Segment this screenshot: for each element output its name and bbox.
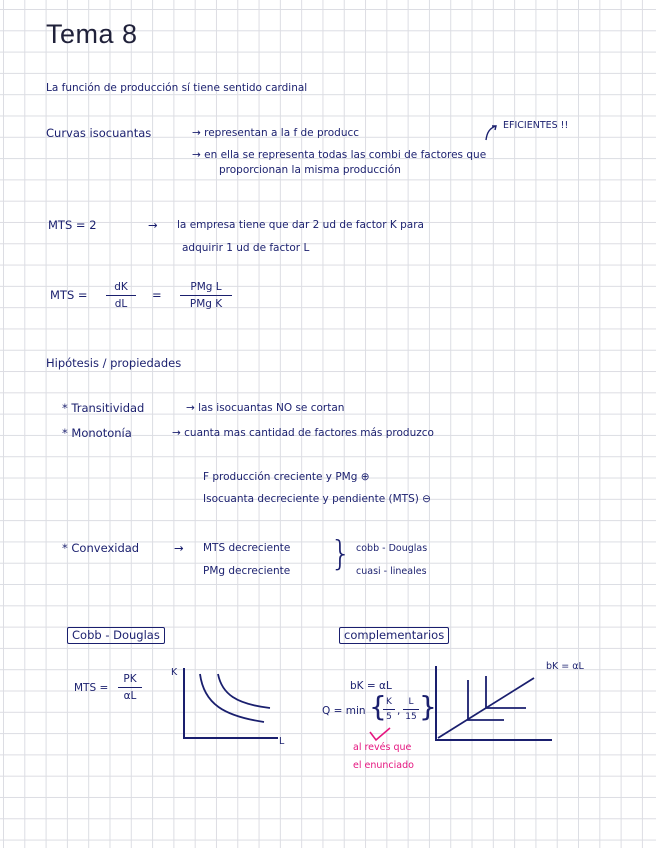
transitividad-text: → las isocuantas NO se cortan — [186, 402, 345, 414]
mts-example-arrow: → — [148, 218, 158, 232]
isocuantas-arrow2-cont: proporcionan la misma producción — [219, 164, 401, 176]
convexidad-arrow: → — [174, 541, 184, 555]
fraction-bar — [118, 687, 142, 688]
cobb-isoquant-2 — [218, 674, 270, 708]
cobb-isoquant-1 — [200, 674, 264, 722]
fraction-bar — [403, 709, 419, 710]
intro-text: La función de producción sí tiene sentido cardinal — [46, 82, 308, 94]
cobb-fraction — [118, 673, 142, 702]
compl-q-lhs: Q = min — [322, 705, 366, 717]
convexidad-brace: } — [330, 534, 352, 574]
mts-num-dk: dK — [114, 281, 128, 293]
monotonia-text: → cuanta mas cantidad de factores más produzco — [172, 427, 434, 439]
cobb-num: PK — [123, 673, 137, 685]
monotonia-line2: Isocuanta decreciente y pendiente (MTS) ⊖ — [203, 493, 431, 505]
compl-eq1: bK = αL — [350, 680, 392, 692]
mts-den-pmgk: PMg K — [189, 298, 223, 310]
mts-formula-eq: = — [152, 288, 162, 302]
cobb-axis-l-label: L — [279, 736, 285, 747]
pink-note-line1: al revés que — [353, 742, 412, 753]
isocuantas-arrow1: → representan a la f de producc — [192, 127, 360, 139]
mts-example-lhs: MTS = 2 — [48, 218, 97, 232]
isocuantas-label: Curvas isocuantas — [46, 126, 152, 140]
convexidad-right2: cuasi - lineales — [356, 566, 427, 577]
compl-f2-num: L — [408, 697, 414, 707]
monotonia-line1: F producción creciente y PMg ⊕ — [203, 471, 370, 483]
compl-f2-den: 15 — [405, 712, 417, 722]
mts-fraction-pmg — [180, 281, 232, 310]
cobb-axes — [184, 668, 278, 738]
cobb-douglas-box: Cobb - Douglas — [67, 627, 165, 644]
compl-open-brace: { — [369, 690, 387, 723]
compl-fraction-l — [403, 697, 419, 722]
complementarios-box: complementarios — [339, 627, 449, 644]
compl-fraction-k — [383, 697, 395, 722]
pink-note-line2: el enunciado — [353, 760, 414, 771]
mts-den-dl: dL — [114, 298, 128, 310]
compl-ray-label: bK = αL — [546, 661, 584, 672]
mts-example-line2: adquirir 1 ud de factor L — [182, 242, 310, 254]
mts-formula-lhs: MTS = — [50, 288, 88, 302]
mts-num-pmgl: PMg L — [190, 281, 222, 293]
page-title: Tema 8 — [46, 19, 138, 49]
compl-f1-den: 5 — [386, 712, 392, 722]
compl-comma: , — [397, 705, 401, 717]
hipotesis-heading: Hipótesis / propiedades — [46, 356, 182, 370]
fraction-bar — [180, 295, 232, 296]
compl-f1-num: K — [386, 697, 392, 707]
convexidad-line1: MTS decreciente — [203, 542, 291, 554]
complementarios-graph — [430, 660, 560, 745]
fraction-bar — [383, 709, 395, 710]
cobb-den: αL — [123, 690, 137, 702]
fraction-bar — [106, 295, 136, 296]
eficientes-callout: EFICIENTES !! — [503, 120, 569, 131]
transitividad-label: * Transitividad — [62, 401, 145, 415]
monotonia-label: * Monotonía — [62, 426, 132, 440]
convexidad-label: * Convexidad — [62, 541, 140, 555]
isocuantas-arrow2: → en ella se representa todas las combi de factores que — [192, 149, 487, 161]
mts-fraction-dk-dl — [106, 281, 136, 310]
mts-example-line1: la empresa tiene que dar 2 ud de factor K para — [177, 219, 424, 231]
callout-arrow-icon — [484, 124, 504, 144]
cobb-mts-lhs: MTS = — [74, 682, 109, 694]
cobb-axis-k-label: K — [171, 667, 178, 678]
convexidad-right1: cobb - Douglas — [356, 543, 428, 554]
compl-close-brace: } — [419, 690, 437, 723]
cobb-douglas-graph — [180, 660, 290, 740]
convexidad-line2: PMg decreciente — [203, 565, 291, 577]
